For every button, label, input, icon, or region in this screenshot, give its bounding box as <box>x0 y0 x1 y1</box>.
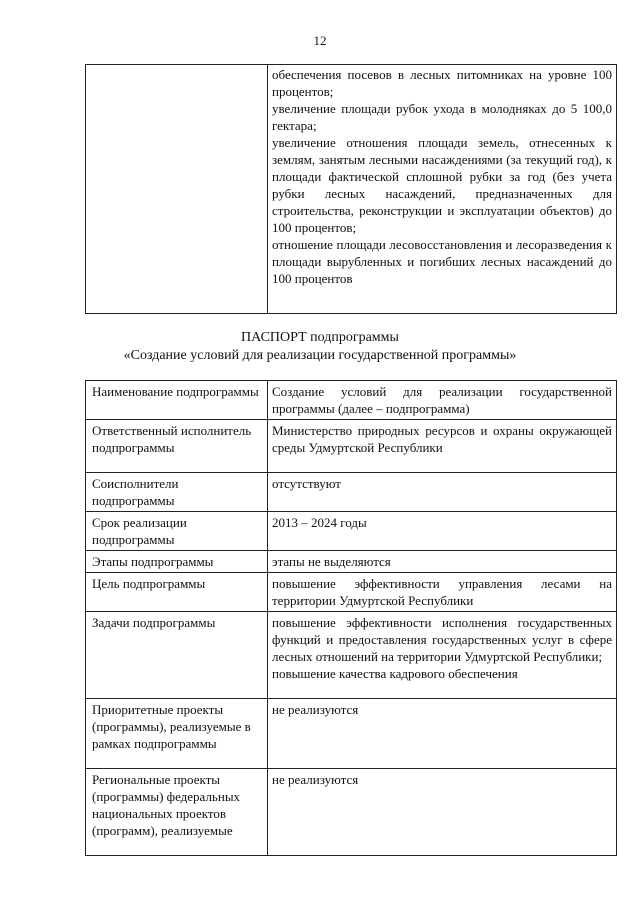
page-number: 12 <box>313 33 327 48</box>
indicator-paragraph: обеспечения посевов в лесных питомниках на уровне 100 процентов; <box>272 67 612 99</box>
indicator-paragraph: увеличение площади рубок ухода в молодняках до 5 100,0 гектара; <box>272 101 612 133</box>
passport-table <box>85 380 617 856</box>
row-label: Приоритетные проекты (программы), реализуемые в рамках подпрограммы <box>92 702 251 751</box>
table-row <box>86 573 617 612</box>
row-label-cell <box>86 573 268 612</box>
row-value-cell <box>268 420 617 473</box>
empty-left-cell <box>86 65 268 314</box>
row-value: Министерство природных ресурсов и охраны окружающей среды Удмуртской Республики <box>272 423 612 455</box>
indicator-paragraph: увеличение отношения площади земель, отнесенных к землям, занятым лесными насаждениями (за текущий год), к площади фактической сплошной рубки за год (без учета рубки лесных насаждений, предназначенных для строительства, реконструкции и эксплуатации объектов) до 100 процентов; <box>272 135 612 235</box>
row-value: отсутствуют <box>272 476 341 491</box>
row-label-cell <box>86 473 268 512</box>
table-row <box>86 381 617 420</box>
table-row <box>86 65 617 314</box>
row-value: 2013 – 2024 годы <box>272 515 367 530</box>
row-label-cell <box>86 551 268 573</box>
table-row <box>86 473 617 512</box>
indicators-cell <box>268 65 617 314</box>
row-value: повышение эффективности управления лесами на территории Удмуртской Республики <box>272 576 612 608</box>
row-value: не реализуются <box>272 702 359 717</box>
row-label-cell <box>86 769 268 856</box>
row-label: Задачи подпрограммы <box>92 615 216 630</box>
row-label: Соисполнители подпрограммы <box>92 476 179 508</box>
row-value-cell <box>268 769 617 856</box>
row-label: Ответственный исполнитель подпрограммы <box>92 423 252 455</box>
row-label: Наименование подпрограммы <box>92 384 259 399</box>
row-value-cell <box>268 473 617 512</box>
table-row <box>86 612 617 699</box>
row-label-cell <box>86 512 268 551</box>
row-label-cell <box>86 699 268 769</box>
row-value-cell <box>268 551 617 573</box>
row-label-cell <box>86 420 268 473</box>
table-row <box>86 420 617 473</box>
passport-subtitle: «Создание условий для реализации государственной программы» <box>123 348 517 363</box>
row-value-cell <box>268 381 617 420</box>
table-row <box>86 551 617 573</box>
table-row <box>86 769 617 856</box>
row-value: не реализуются <box>272 772 359 787</box>
row-label-cell <box>86 612 268 699</box>
row-label: Срок реализации подпрограммы <box>92 515 187 547</box>
passport-title: ПАСПОРТ подпрограммы <box>241 330 399 345</box>
table-row <box>86 512 617 551</box>
row-label: Цель подпрограммы <box>92 576 206 591</box>
row-value-cell <box>268 699 617 769</box>
continued-table <box>85 64 617 314</box>
row-value-cell <box>268 512 617 551</box>
row-label: Региональные проекты (программы) федеральных национальных проектов (программ), реализуемые <box>92 772 241 838</box>
indicator-paragraph: отношение площади лесовосстановления и лесоразведения к площади вырубленных и погибших лесных насаждений до 100 процентов <box>272 237 612 286</box>
table-row <box>86 699 617 769</box>
row-value: Создание условий для реализации государственной программы (далее – подпрограмма) <box>272 384 612 416</box>
passport-heading <box>0 329 640 365</box>
row-value: этапы не выделяются <box>272 554 391 569</box>
row-value-cell <box>268 612 617 699</box>
row-label: Этапы подпрограммы <box>92 554 214 569</box>
row-value-cell <box>268 573 617 612</box>
row-label-cell <box>86 381 268 420</box>
row-value: повышение качества кадрового обеспечения <box>272 666 518 681</box>
row-value: повышение эффективности исполнения государственных функций и предоставления государственных услуг в сфере лесных отношений на территории Удмуртской Республики; <box>272 615 612 664</box>
